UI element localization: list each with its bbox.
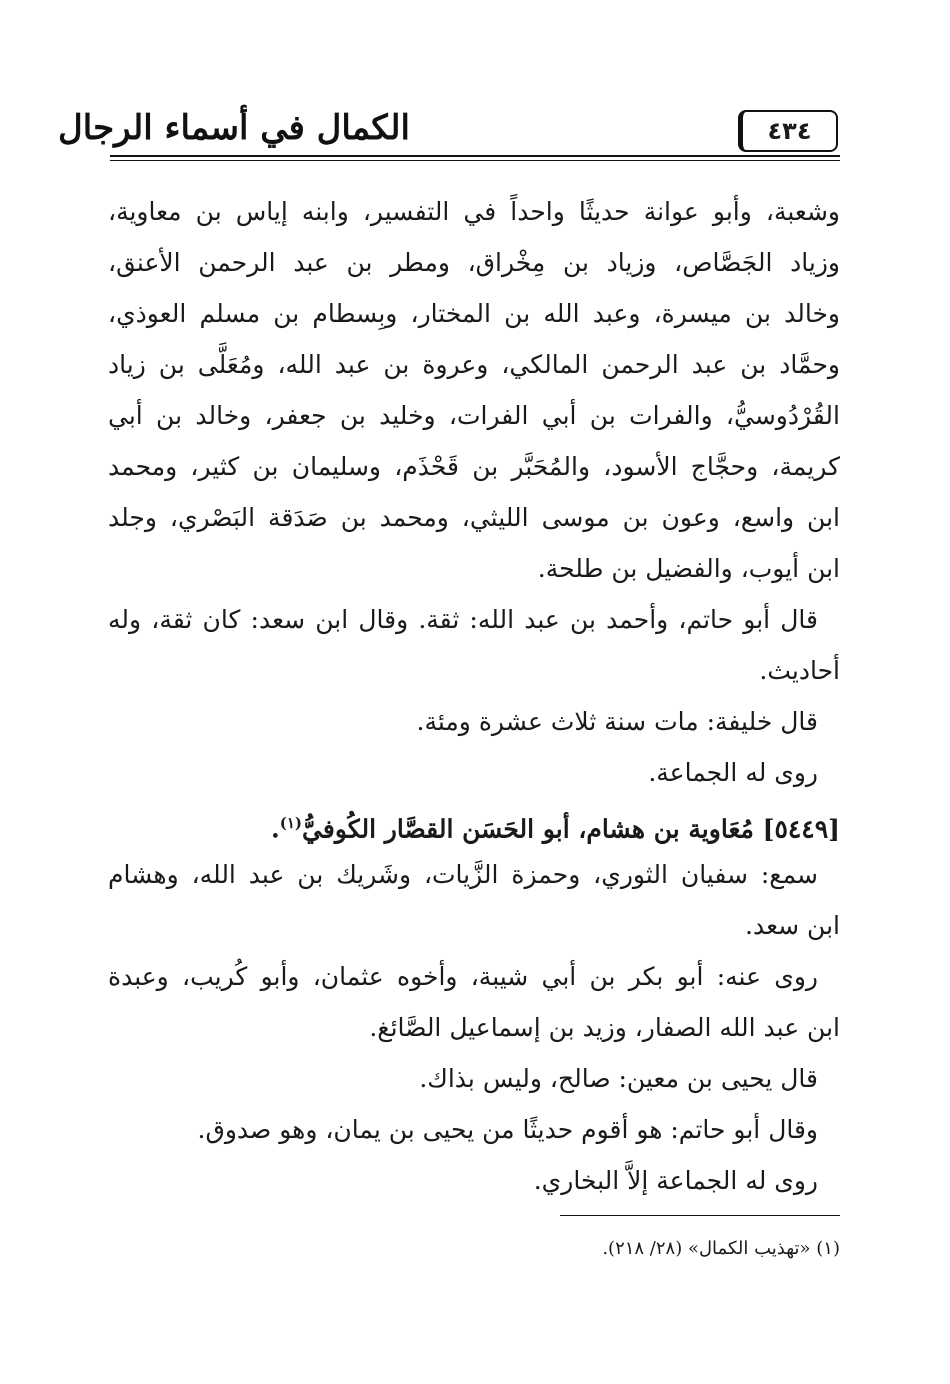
- text-line: وحمَّاد بن عبد الرحمن المالكي، وعروة بن عبد الله، ومُعَلَّى بن زياد: [108, 350, 840, 379]
- text-line: أحاديث.: [759, 656, 840, 685]
- footnote-marker: (١): [279, 814, 303, 832]
- body-text: [108, 186, 840, 1206]
- running-title: الكمال في أسماء الرجال: [58, 108, 410, 148]
- page-number-box: [738, 110, 838, 152]
- text-line: القُرْدُوسيُّ، والفرات بن أبي الفرات، وخليد بن جعفر، وخالد بن أبي: [108, 401, 840, 430]
- text-line: قال خليفة: مات سنة ثلاث عشرة ومئة.: [416, 707, 818, 736]
- text-line: قال يحيى بن معين: صالح، وليس بذاك.: [419, 1064, 818, 1093]
- text-line: ابن واسع، وعون بن موسى الليثي، ومحمد بن صَدَقة البَصْري، وجلد: [108, 503, 840, 532]
- page-number: ٤٣٤: [767, 117, 812, 145]
- text-line: ابن سعد.: [745, 911, 840, 940]
- text-line: ابن أيوب، والفضيل بن طلحة.: [537, 554, 840, 583]
- header-rule: [110, 155, 840, 157]
- text-line: ابن عبد الله الصفار، وزيد بن إسماعيل الصَّائغ.: [369, 1013, 840, 1042]
- text-line: وشعبة، وأبو عوانة حديثًا واحداً في التفسير، وابنه إياس بن معاوية،: [108, 197, 840, 226]
- text-line: روى له الجماعة إلاَّ البخاري.: [533, 1166, 818, 1195]
- text-line: وزياد الجَصَّاص، وزياد بن مِخْراق، ومطر بن عبد الرحمن الأعنق،: [108, 248, 840, 277]
- entry-heading: [108, 798, 840, 849]
- header-rule-thin: [110, 160, 840, 161]
- text-line: وخالد بن ميسرة، وعبد الله بن المختار، وبِسطام بن مسلم العوذي،: [108, 299, 840, 328]
- text-line: كريمة، وحجَّاج الأسود، والمُحَبَّر بن قَحْذَم، وسليمان بن كثير، ومحمد: [108, 452, 840, 481]
- footnote: (١) «تهذيب الكمال» (٢٨/ ٢١٨).: [602, 1238, 840, 1259]
- text-line: قال أبو حاتم، وأحمد بن عبد الله: ثقة. وقال ابن سعد: كان ثقة، وله: [108, 605, 818, 634]
- text-line: سمع: سفيان الثوري، وحمزة الزَّيات، وشَريك بن عبد الله، وهشام: [108, 860, 818, 889]
- heading-end: .: [271, 814, 280, 844]
- entry-heading-text: [٥٤٤٩] مُعَاوية بن هشام، أبو الحَسَن القصَّار الكُوفيُّ: [302, 814, 840, 844]
- footnote-rule: [560, 1215, 840, 1216]
- text-line: روى له الجماعة.: [648, 758, 818, 787]
- text-line: روى عنه: أبو بكر بن أبي شيبة، وأخوه عثمان، وأبو كُريب، وعبدة: [108, 962, 818, 991]
- text-line: وقال أبو حاتم: هو أقوم حديثًا من يحيى بن يمان، وهو صدوق.: [197, 1115, 818, 1144]
